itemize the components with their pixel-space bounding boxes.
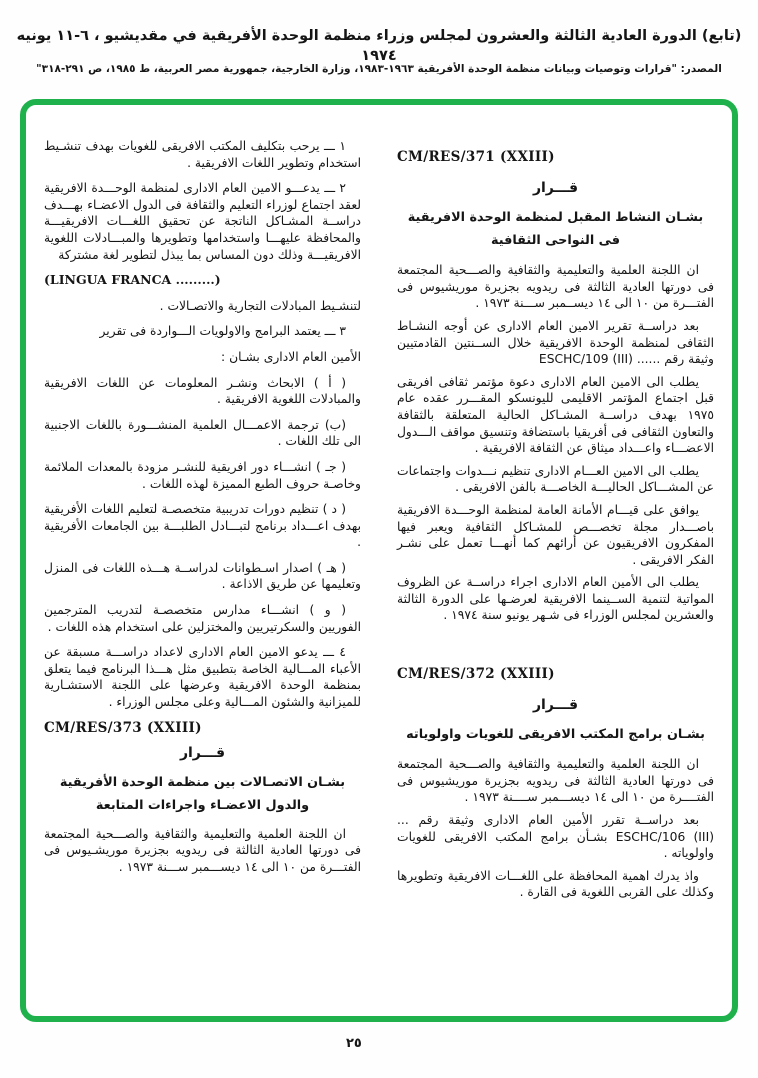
paragraph: ان اللجنة العلمية والتعليمية والثقافية والصـــحية المجتمعة فى دورتها العادية الثالثة فى ريدويه بجزيرة موريشيوس فى الفتـــرة من ١٠ الى ١٤ ديســمبر ســـنة ١٩٧٣ .: [397, 263, 714, 311]
resolution-code: CM/RES/372 (XXIII): [397, 666, 555, 683]
resolution-subject: بشـان برامج المكتب الافريقى للغويات واولوياته: [406, 727, 705, 743]
resolution-code: CM/RES/373 (XXIII): [44, 719, 202, 736]
column-right: [397, 125, 714, 1016]
green-frame: [20, 99, 738, 1022]
resolution-code: CM/RES/371 (XXIII): [397, 149, 555, 165]
resolution-title: قـــرار: [532, 179, 579, 196]
paragraph: ان اللجنة العلمية والتعليمية والثقافية والصـــحية المجتمعة فى دورتها العادية الثالثة فى ريدويه بجزيرة موريشيوس فى الفتــــرة من ١٠ الى ١٤ ديســـمبر ســــنة ١٩٧٣ .: [397, 757, 714, 805]
paragraph: ١ ـــ يرحب بتكليف المكتب الافريقى للغويات بهدف تنشـيط استخدام وتطوير اللغات الافريقية .: [44, 139, 361, 170]
paragraph: واذ يدرك اهمية المحافظة على اللغـــات الافريقية وتطويرها وكذلك على القربى اللغوية فى القارة .: [397, 868, 714, 900]
paragraph: ( أ ) الابحاث ونشـر المعلومات عن اللغات الافريقية والمبادلات اللغوية الافريقية .: [44, 375, 361, 407]
paragraph: يطلب الى الامين العام الادارى دعوة مؤتمر ثقافى افريقى قبل اجتماع المؤتمر الاقليمى لليونسكو المقـــرر عقده عام ١٩٧٥ بهدف دراســة المشـاكل الحالية المتعلقة بالثقافة والتعاون الثقافى فى أفريقيا باستضافة وتنسيق مواقف الـــدول الاعضـــاء واعـــداد ميثاق عن الثقافة الافريقية .: [397, 374, 714, 456]
paragraph: ( د ) تنظيم دورات تدريبية متخصصـة لتعليم اللغات الأفريقية بهدف اعـــداد برنامج لتبـــادل الطلبـــة بين الجامعات الأفريقية .: [44, 502, 361, 550]
paragraph: ٣ ـــ يعتمد البرامج والاولويات الـــواردة فى تقرير: [99, 324, 346, 339]
resolution-subject: بشـان الاتصـالات بين منظمة الوحدة الأفريقية والدول الاعضـاء واجراءات المتابعة: [59, 774, 346, 813]
paragraph: يوافق على قيـــام الأمانة العامة لمنظمة الوحـــدة الافريقية باصـــدار مجلة تخصـــص للمشـاكل الثقافية ويعبر فيها المفكرون الافريقيون عن أرائهم كما أنهـــا تعمل على نشـر الفكر الافريقى .: [397, 502, 714, 567]
resolution-subject: بشـان النشاط المقبل لمنظمة الوحدة الافريقية فى النواحى الثقافية: [407, 210, 704, 249]
resolution-title: قـــرار: [532, 696, 579, 713]
paragraph: ان اللجنة العلمية والتعليمية والثقافية والصـــحية المجتمعة فى دورتها العادية الثالثة فى ريدويه بجزيرة موريشـيوس فى الفتـــرة من ١٠ الى ١٤ ديســـمبر ســـنة ١٩٧٣ .: [44, 826, 361, 874]
paragraph: يطلب الى الامين العـــام الادارى تنظيم نـــدوات واجتماعات عن المشـــاكل الحاليـــة الخاصـــة بالفن الافريقى .: [397, 463, 714, 495]
paragraph: بعد دراســة تقرير الامين العام الادارى عن أوجه النشـاط الثقافى لمنظمة الوحدة الافريقية خلال الســنتين القادمتيين وثيقة رقم ...... ESCHC/109 (III): [397, 318, 714, 367]
paragraph: (ب) ترجمة الاعمـــال العلمية المنشـــورة باللغات الاجنبية الى تلك اللغات .: [44, 417, 361, 449]
paragraph: الأمين العام الادارى بشـان :: [221, 349, 361, 364]
paragraph: ٤ ـــ يدعو الامين العام الادارى لاعداد دراســـة مسبقة عن الأعباء المـــالية الخاصة بتطبيق مثل هـــذا البرنامج فيما يتعلق بمنظمة الوحدة الافريقية وعرضها على اللجنة الاستشـارية للميزانية والشئون المـــالية وعلى مجلس الوزراء .: [44, 645, 361, 710]
paragraph: ( جـ ) انشـــاء دور افريقية للنشـر مزودة بالمعدات الملائمة وخاصـة حروف الطبع المميزة لهذه اللغات .: [44, 459, 361, 491]
columns-container: [26, 105, 732, 1016]
column-left: [44, 125, 361, 1016]
paragraph: ( و ) انشـــاء مدارس متخصصـة لتدريب المترجمين الفوريين والسكرتيريين والمختزلين على استخدام هذه اللغات .: [44, 603, 361, 634]
paragraph: لتنشـيط المبادلات التجارية والاتصـالات .: [159, 298, 361, 313]
source-citation: المصدر: "قرارات وتوصيات وبيانات منظمة الوحدة الأفريقية ١٩٦٣-١٩٨٣، وزارة الخارجية، جمهورية مصر العربية، ط ١٩٨٥، ص ٢٩١-٣١٨": [36, 63, 722, 75]
session-title: (تابع) الدورة العادية الثالثة والعشرون لمجلس وزراء منظمة الوحدة الأفريقية في مقديشيو ، ٦-١١ يونيه ١٩٧٤: [16, 28, 742, 64]
paragraph: ( هـ ) اصدار اسـطوانات لدراســة هـــذه اللغات فى المنزل وتعليمها عن طريق الاذاعة .: [44, 560, 361, 592]
resolution-title: قـــرار: [179, 745, 226, 762]
latin-line: (LINGUA FRANCA .........): [44, 272, 221, 288]
paragraph: بعد دراســة تقرر الأمين العام الادارى وثيقة رقم ... ESCHC/106 (III) بشـأن برامج المكتب الافريقى للغويات واولوياته .: [397, 813, 714, 861]
paragraph: يطلب الى الأمين العام الادارى اجراء دراســة عن الظروف المواتية لتنمية الســينما الافريقية لعرضـها على الدورة الثالثة والعشرين لمجلس الوزراء فى شـهر يونيو سنة ١٩٧٤ .: [397, 575, 714, 623]
page-number: ٢٥: [346, 1036, 362, 1051]
paragraph: ٢ ـــ يدعـــو الامين العام الادارى لمنظمة الوحـــدة الافريقية لعقد اجتماع لوزراء التعليم والثقافة فى الدول الاعضـاء بهـــدف دراســة المشـاكل الناتجة عن تحقيق اللغـــات الافريقيـــة والمحافظة عليهـــا واستخدامها وتطويرها والمبـــادلات اللغوية الافريقيـــة وذلك دون المساس بما يبذل لتطوير لغة مشتركة: [44, 181, 361, 262]
